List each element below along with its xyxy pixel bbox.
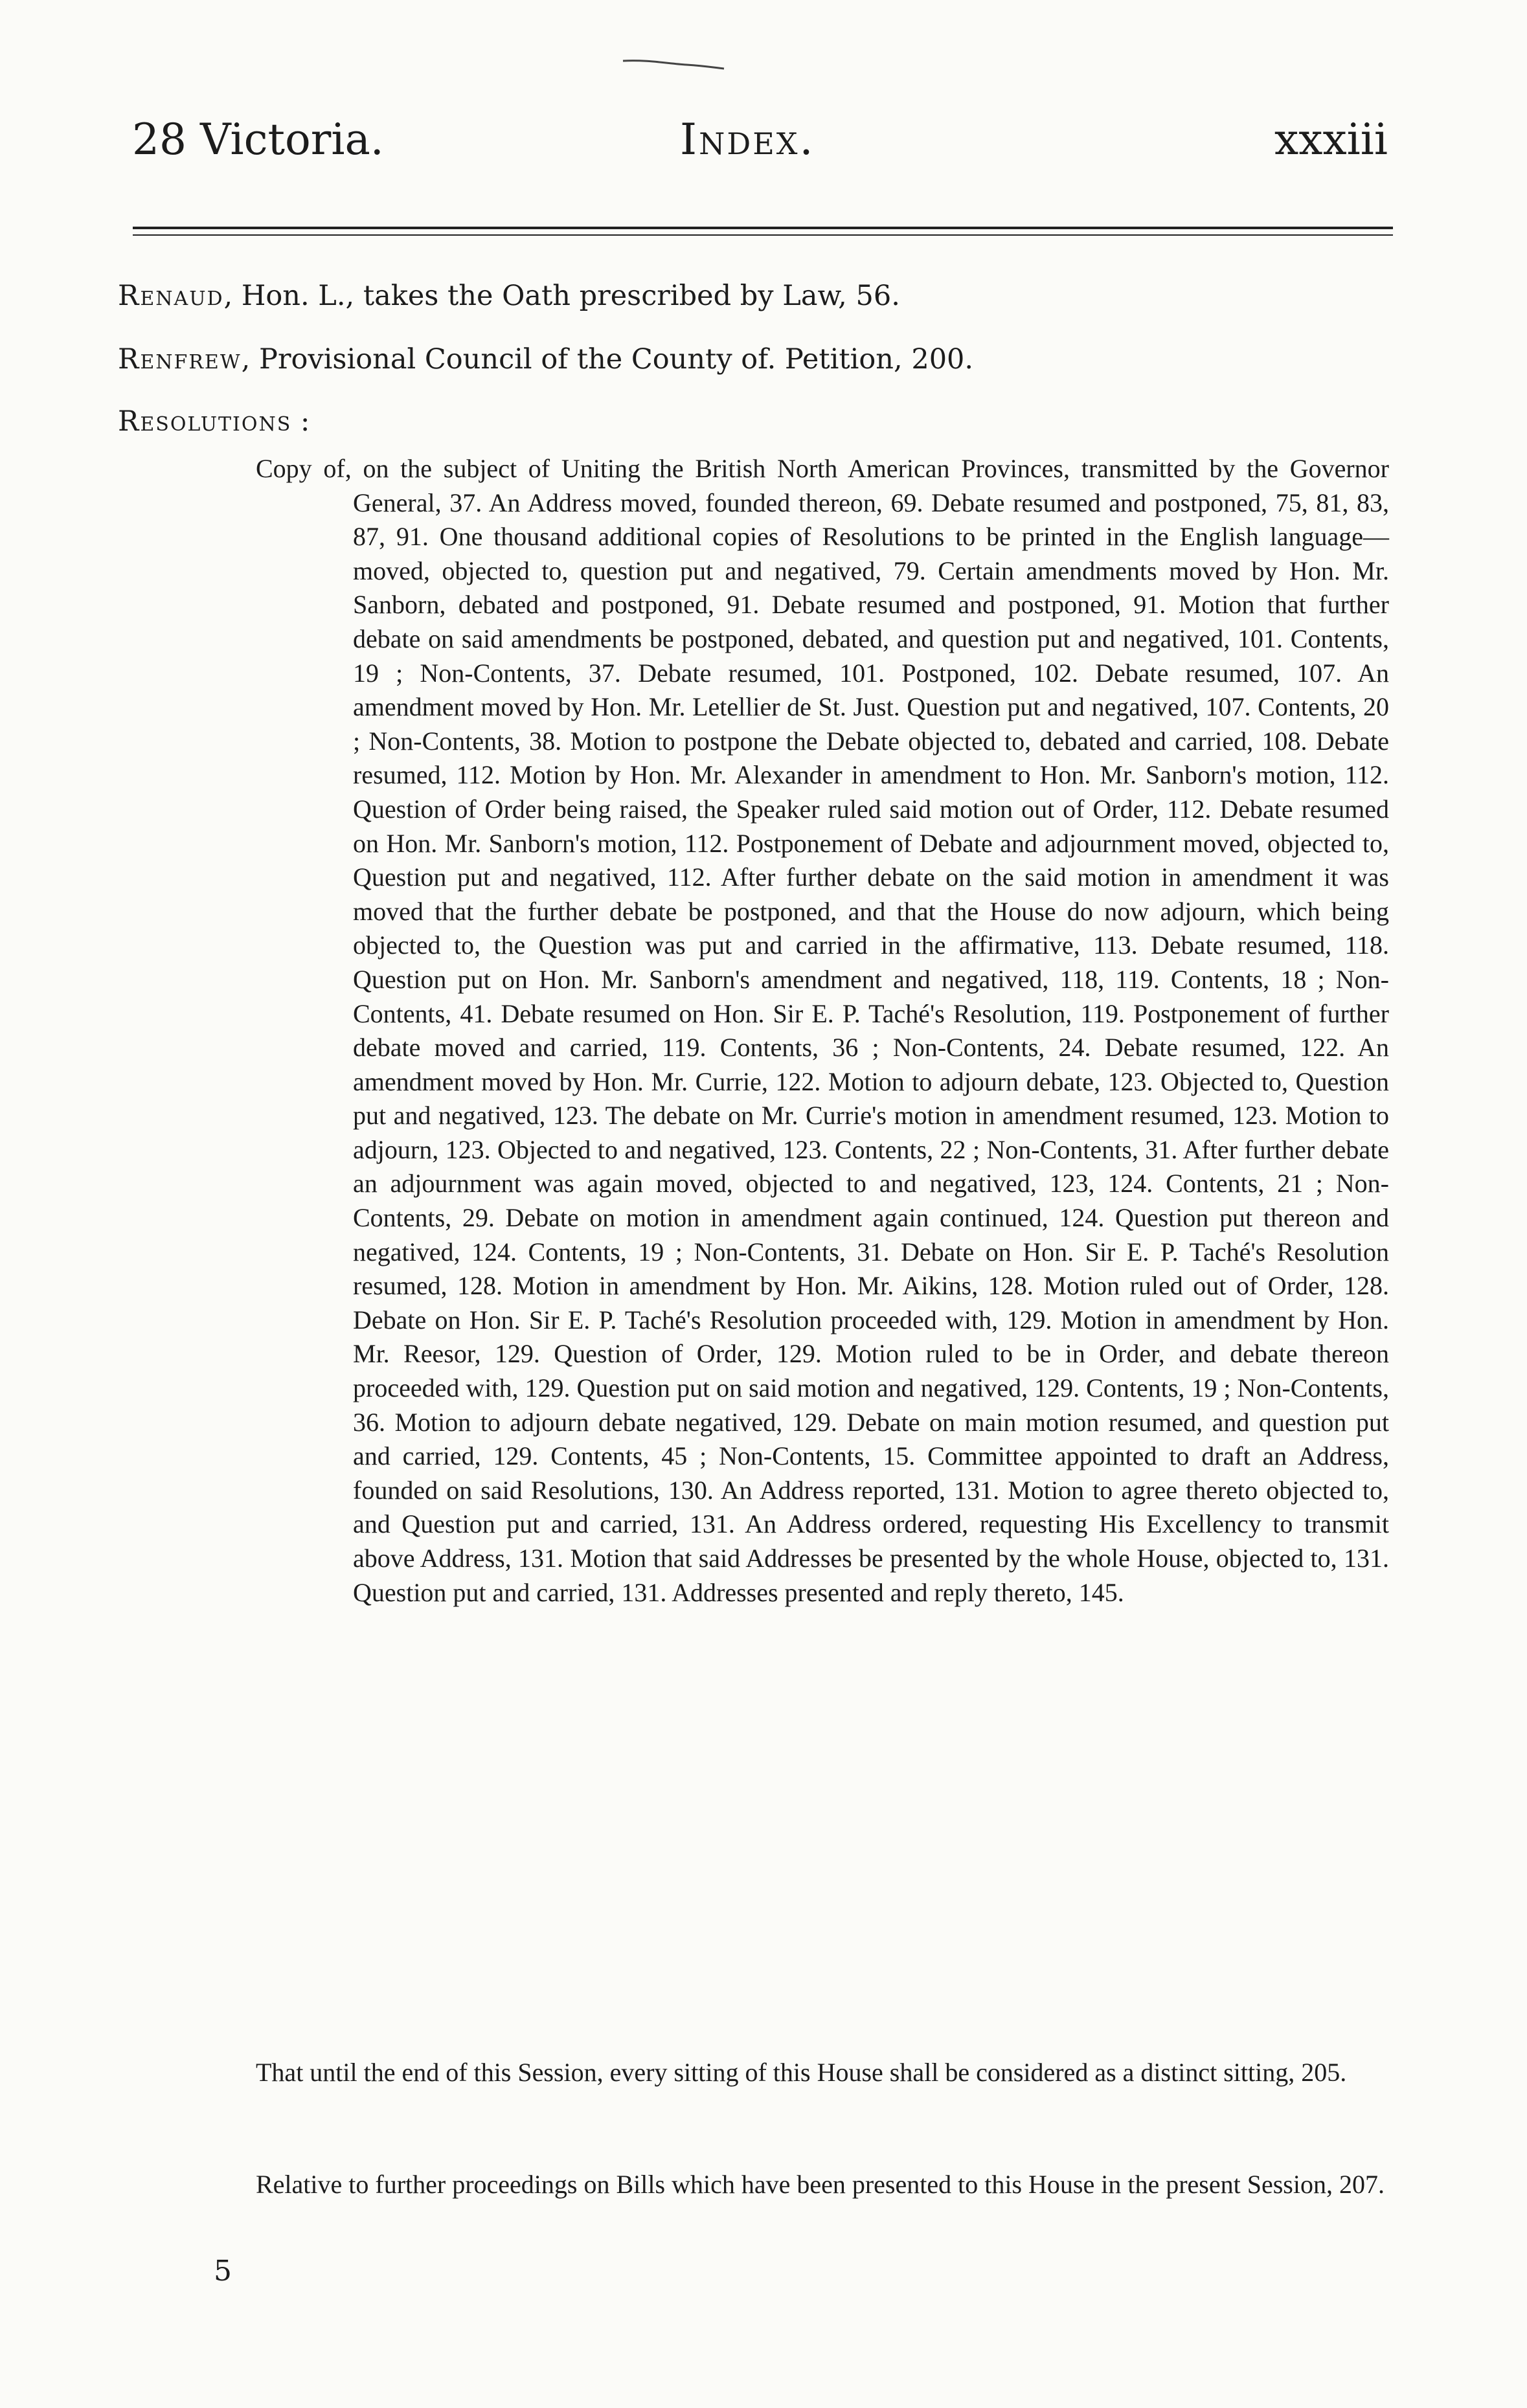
entry-name: Resolutions (118, 405, 292, 438)
entry-text: , Hon. L., takes the Oath prescribed by Law, 56. (223, 280, 900, 312)
signature-mark: 5 (214, 2255, 232, 2288)
entry-name: Renfrew (118, 343, 242, 376)
resolutions-paragraph-copy-of: Copy of, on the subject of Uniting the British North American Provinces, transmitted by the Governor General, 37. An Address moved, founded thereon, 69. Debate resumed and postponed, 75, 81, 83, 87, 91. One thousand additional copies of Resolutions to be printed in the English language—moved, objected to, question put and negatived, 79. Certain amendments moved by Hon. Mr. Sanborn, debated and postponed, 91. Debate resumed and postponed, 91. Motion that further debate on said amendments be postponed, debated, and question put and negatived, 101. Contents, 19 ; Non-Contents, 37. Debate resumed, 101. Postponed, 102. Debate resumed, 107. An amendment moved by Hon. Mr. Letellier de St. Just. Question put and negatived, 107. Contents, 20 ; Non-Contents, 38. Motion to postpone the Debate objected to, debated and carried, 108. Debate resumed, 112. Motion by Hon. Mr. Alexander in amendment to Hon. Mr. Sanborn's motion, 112. Question of Order being raised, the Speaker ruled said motion out of Order, 112. Debate resumed on Hon. Mr. Sanborn's motion, 112. Postponement of Debate and adjournment moved, objected to, Question put and negatived, 112. After further debate on the said motion in amendment it was moved that the further debate be postponed, and that the House do now adjourn, which being objected to, the Question was put and carried in the affirmative, 113. Debate resumed, 118. Question put on Hon. Mr. Sanborn's amendment and negatived, 118, 119. Contents, 18 ; Non-Contents, 41. Debate resumed on Hon. Sir E. P. Taché's Resolution, 119. Postponement of further debate moved and carried, 119. Contents, 36 ; Non-Contents, 24. Debate resumed, 122. An amendment moved by Hon. Mr. Currie, 122. Motion to adjourn debate, 123. Objected to, Question put and negatived, 123. The debate on Mr. Currie's motion in amendment resumed, 123. Motion to adjourn, 123. Objected to and negatived, 123. Contents, 22 ; Non-Contents, 31. After further debate an adjournment was again moved, objected to and negatived, 123, 124. Contents, 21 ; Non-Contents, 29. Debate on motion in amendment again continued, 124. Question put thereon and negatived, 124. Contents, 19 ; Non-Contents, 31. Debate on Hon. Sir E. P. Taché's Resolution resumed, 128. Motion in amendment by Hon. Mr. Aikins, 128. Motion ruled out of Order, 128. Debate on Hon. Sir E. P. Taché's Resolution proceeded with, 129. Motion in amendment by Hon. Mr. Reesor, 129. Question of Order, 129. Motion ruled to be in Order, and debate thereon proceeded with, 129. Question put on said motion and negatived, 129. Contents, 19 ; Non-Contents, 36. Motion to adjourn debate negatived, 129. Debate on main motion resumed, and question put and carried, 129. Contents, 45 ; Non-Contents, 15. Committee appointed to draft an Address, founded on said Resolutions, 130. An Address reported, 131. Motion to agree thereto objected to, and Question put and carried, 131. An Address ordered, requesting His Excellency to transmit above Address, 131. Motion that said Addresses be presented by the whole House, objected to, 131. Question put and carried, 131. Addresses presented and reply thereto, 145. (256, 454, 1389, 1607)
entry-text: : (291, 405, 310, 438)
header-rule-thick (133, 227, 1393, 229)
index-entry-renaud (118, 280, 900, 313)
printer-mark-icon (622, 57, 725, 71)
resolutions-paragraph-distinct-sitting: That until the end of this Session, every sitting of this House shall be considered as a distinct sitting, 205. (256, 2058, 1347, 2087)
header-rule-thin (133, 234, 1393, 236)
header-right: xxxiii (1274, 115, 1388, 164)
index-entry-renfrew (118, 343, 973, 377)
header-left: 28 Victoria. (132, 115, 384, 164)
entry-text: , Provisional Council of the County of. Petition, 200. (241, 343, 974, 376)
entry-name: Renaud (118, 280, 224, 312)
resolutions-paragraph-bills: Relative to further proceedings on Bills which have been presented to this House in the present Session, 207. (256, 2170, 1385, 2199)
index-entry-resolutions (118, 405, 310, 439)
header-center: Index. (680, 115, 815, 164)
